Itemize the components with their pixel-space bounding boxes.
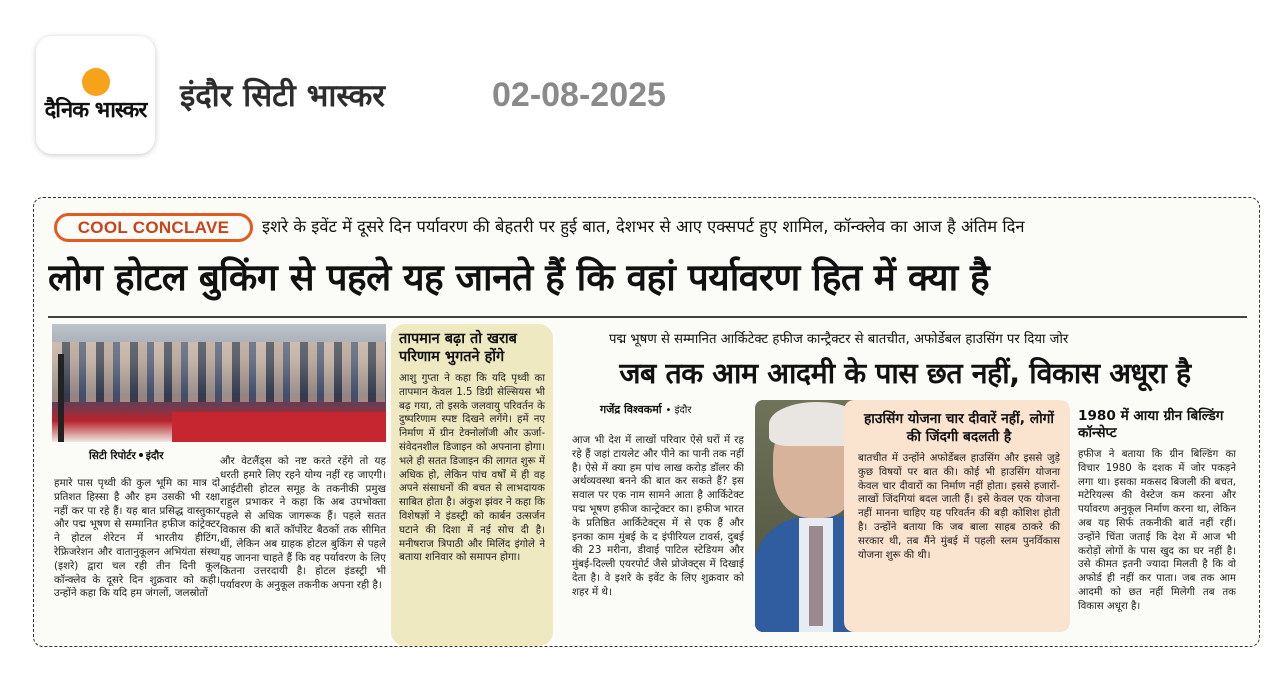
logo-sun-icon: [82, 68, 110, 96]
conclave-photo: [52, 324, 386, 442]
section-tag: COOL CONCLAVE: [54, 213, 253, 242]
kicker: इशरे के इवेंट में दूसरे दिन पर्यावरण की बेहतरी पर हुई बात, देशभर से आए एक्सपर्ट हुए शामिल, कॉन्क्लेव का आज है अंतिम दिन: [262, 217, 1025, 236]
quote-box-title: हाउसिंग योजना चार दीवारें नहीं, लोगों की जिंदगी बदलती है: [863, 411, 1055, 445]
column-subhead: 1980 में आया ग्रीन बिल्डिंग कॉन्सेप्ट: [1078, 408, 1224, 441]
story2-byline: गजेंद्र विश्वकर्मा • इंदौर: [600, 403, 692, 416]
divider: [48, 316, 1247, 318]
sidebar-box: [391, 324, 553, 646]
quote-box-body: बातचीत में उन्होंने अफोर्डेबल हाउसिंग और इससे जुड़े कुछ विषयों पर बात की। कोई भी हाउसिंग योजना केवल चार दीवारों का निर्माण नहीं होता। इससे हजारों-लाखों जिंदगियां बदल जाती हैं। इसे केवल एक योजना नहीं मानना चाहिए यह परिवर्तन की बड़ी कोशिश होती है। उन्होंने बताया कि जब बाला साहब ठाकरे की सरकार थी, तब मैंने मुंबई में पहली स्लम पुनर्विकास योजना शुरू की थी।: [858, 453, 1060, 561]
article-column: और वेटलैंड्स को नष्ट करते रहेंगे तो यह धरती हमारे लिए रहने योग्य नहीं रह जाएगी। आईटीसी होटल समूह के तकनीकी प्रमुख राहुल प्रभाकर ने कहा कि अब उपभोक्ता पहले से अधिक जागरूक हैं। पहले सतत विकास की बातें कॉर्पोरेट बैठकों तक सीमित थीं, लेकिन अब ग्राहक होटल बुकिंग से पहले यह जानना चाहते हैं कि वह पर्यावरण के लिए कितना उत्तरदायी है। होटल इंडस्ट्री भी पर्यावरण के अनुकूल तकनीक अपना रही है।: [220, 455, 386, 592]
bullet-icon: [139, 453, 143, 457]
quote-box: [844, 400, 1070, 632]
article-column: हमारे पास पृथ्वी की कुल भूमि का मात्र दो प्रतिशत हिस्सा है और हम उसकी भी रक्षा नहीं कर पा रहे हैं। यह बात प्रसिद्ध वास्तुकार और पद्म भूषण से सम्मानित हफीज कांट्रेक्टर ने होटल शेरेटन में भारतीय हीटिंग, रेफ्रिजरेशन और वातानुकूलन अभियंता संस्था (इशरे) द्वारा चल रही तीन दिनी कूल कॉन्क्लेव के दूसरे दिन शुक्रवार को कही। उन्होंने कहा कि यदि हम जंगलों, जलस्रोतों: [54, 477, 220, 600]
edition-title: इंदौर सिटी भास्कर: [180, 78, 385, 114]
story2-headline: जब तक आम आदमी के पास छत नहीं, विकास अधूरा है: [619, 357, 1191, 390]
byline: सिटी रिपोर्टर इंदौर: [89, 450, 164, 462]
logo-text: दैनिक भास्कर: [44, 97, 147, 123]
article-column: हफीज ने बताया कि ग्रीन बिल्डिंग का विचार 1980 के दशक में जोर पकड़ने लगा था। इसका मकसद बिजली की बचत, मटेरियल्स की वेस्टेज कम करना और पर्यावरण अनुकूल निर्माण करना था, लेकिन अब यह सिर्फ तकनीकी बातें नहीं रहीं। उन्होंने चिंता जताई कि देश में आज भी करोड़ों लोगों के पास खुद का घर नहीं है। उसे कीमत इतनी ज्यादा मिलती है कि वो अफोर्ड ही नहीं कर पाता। जब तक आम आदमी को छत नहीं मिलेगी तब तक विकास अधूरा है।: [1078, 449, 1236, 612]
story2-kicker: पद्म भूषण से सम्मानित आर्किटेक्ट हफीज कान्ट्रैक्टर से बातचीत, अफोर्डेबल हाउसिंग पर दिया जोर: [609, 332, 1069, 347]
article-column: आज भी देश में लाखों परिवार ऐसे घरों में रह रहे हैं जहां टायलेट और पीने का पानी तक नहीं है। ऐसे में क्या हम पांच लाख करोड़ डॉलर की अर्थव्यवस्था बनने की बात कर सकते हैं? इस सवाल पर एक नाम सामने आता है आर्किटेक्ट पद्म भूषण हफीज कान्ट्रेक्टर का। हफीज भारत के प्रतिष्ठित आर्किटेक्ट्स में से एक हैं और इनका काम मुंबई के द इंपीरियल टावर्स, दुबई की 23 मरीना, डीवाई पाटिल स्टेडियम और मुंबई-दिल्ली एयरपोर्ट जैसे प्रोजेक्ट्स में दिखाई देता है। वे इशरे के इवेंट के लिए शुक्रवार को शहर में थे।: [572, 434, 744, 598]
sidebar-body: आशु गुप्ता ने कहा कि यदि पृथ्वी का तापमान केवल 1.5 डिग्री सेल्सियस भी बढ़ गया, तो इसके जलवायु परिवर्तन के दुष्परिणाम स्पष्ट दिखने लगेंगे। हमें नए निर्माण में ग्रीन टेक्नोलॉजी और ऊर्जा-संवेदनशील डिजाइन को अपनाना होगा। भले ही सतत डिजाइन की लागत शुरू में अधिक हो, लेकिन पांच वर्षों में ही वह अपने संसाधनों की बचत से लाभदायक साबित होता है। अंकुश झंवर ने कहा कि विशेषज्ञों ने इंडस्ट्री को कार्बन उत्सर्जन घटाने की दिशा में नई सोच दी है। मनीषराज त्रिपाठी और मिलिंद इंगोले ने बताया शनिवार को समापन होगा।: [399, 373, 545, 564]
edition-date: 02-08-2025: [492, 76, 666, 114]
sidebar-title: तापमान बढ़ा तो खराब परिणाम भुगतने होंगे: [399, 331, 517, 365]
app-logo[interactable]: [36, 36, 155, 154]
news-clipping[interactable]: [33, 197, 1260, 647]
main-headline: लोग होटल बुकिंग से पहले यह जानते हैं कि वहां पर्यावरण हित में क्या है: [48, 256, 990, 299]
